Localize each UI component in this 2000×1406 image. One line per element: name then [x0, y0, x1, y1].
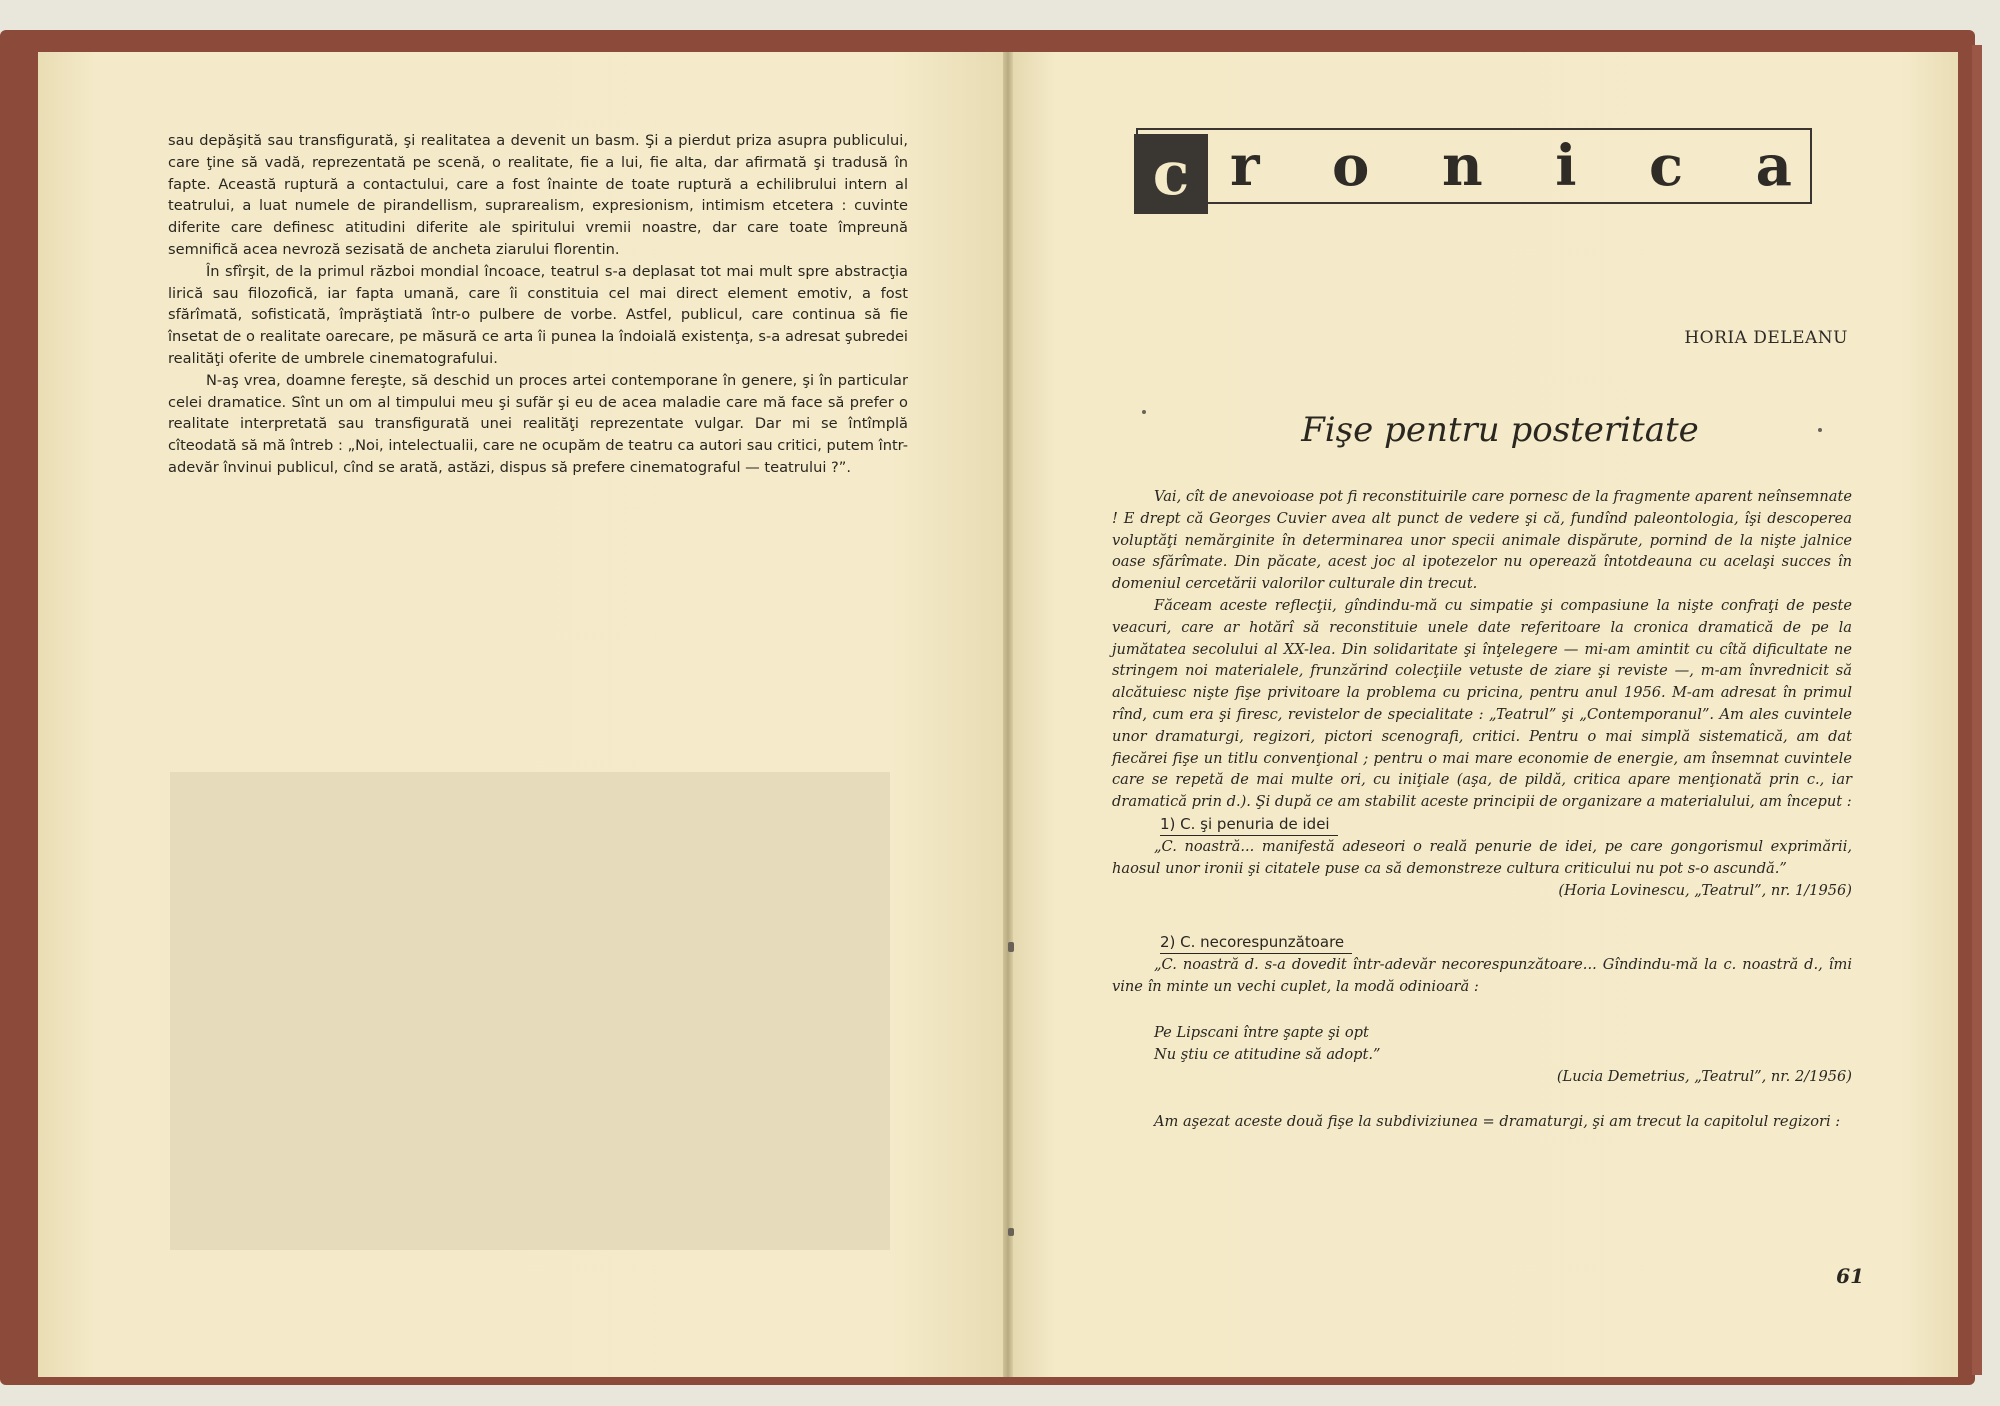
gutter-thread	[1008, 942, 1014, 952]
verse-line: Pe Lipscani între şapte şi opt	[1154, 1023, 1369, 1041]
gutter-thread	[1008, 1228, 1014, 1236]
left-paragraph: N-aş vrea, doamne fereşte, să deschid un proces artei contemporane în genere, şi în particular celei dramatice. Sînt un om al timpului meu şi sufăr şi eu de acea maladie care mă face să prefer o realitate interpretată sau transfigurată unei realităţi reprezentate vulgar. Dar mi se întîmplă cîteodată să mă întreb : „Noi, intelectualii, care ne ocupăm de teatru ca autori sau critici, putem într-adevăr învinui publicul, cînd se arată, astăzi, dispus să prefere cinematograful — teatrului ?”.	[168, 371, 908, 476]
header-letter: c	[1649, 133, 1684, 199]
header-letter: i	[1555, 133, 1577, 199]
paper-speck	[1818, 428, 1822, 432]
article-closing: Am aşezat aceste două fişe la subdiviziunea = dramaturgi, şi am trecut la capitolul regizori :	[1154, 1113, 1841, 1131]
book-gutter	[1003, 52, 1013, 1377]
left-page-text	[168, 130, 908, 479]
book-cover-edge	[1972, 45, 1982, 1375]
fisa-citation: (Horia Lovinescu, „Teatrul”, nr. 1/1956)	[1558, 881, 1852, 899]
cronica-header-first-letter: c	[1134, 134, 1208, 214]
article-title: Fişe pentru posteritate	[1301, 410, 1699, 450]
article-author: HORIA DELEANU	[1684, 328, 1848, 348]
header-letter: r	[1230, 133, 1260, 199]
faded-photo-area	[170, 772, 890, 1250]
cronica-header-letters	[1230, 128, 1810, 204]
fisa-citation: (Lucia Demetrius, „Teatrul”, nr. 2/1956)	[1556, 1067, 1852, 1085]
article-paragraph: Făceam aceste reflecţii, gîndindu-mă cu simpatie şi compasiune la nişte confraţi de peste veacuri, care ar hotărî să reconstituie unele date referitoare la cronica dramatică de pe la jumătatea secolului al XX-lea. Din solidaritate şi înţelegere — mi-am amintit cu cîtă dificultate ne stringem noi materialele, frunzărind colecţiile vetuste de ziare şi reviste —, m-am învrednicit să alcătuiesc nişte fişe privitoare la problema cu pricina, pentru anul 1956. M-am adresat în primul rînd, cum era şi firesc, revistelor de specialitate : „Teatrul” şi „Contemporanul”. Am ales cuvintele unor dramaturgi, regizori, pictori scenografi, critici. Pentru o mai simplă sistematică, am dat fiecărei fişe un titlu convenţional ; pentru o mai mare economie de energie, am însemnat cuvintele care se repetă de mai multe ori, cu iniţiale (aşa, de pildă, critica apare menţionată prin c., iar dramatică prin d.). Şi după ce am stabilit aceste principii de organizare a materialului, am început :	[1112, 596, 1852, 811]
fisa-heading: 2) C. necorespunzătoare	[1160, 931, 1352, 954]
left-paragraph: În sfîrşit, de la primul război mondial încoace, teatrul s-a deplasat tot mai mult spre abstracţia lirică sau filozofică, iar fapta umană, care îi constituia cel mai direct element emotiv, a fost sfărîmată, sofisticată, împrăştiată într-o pulbere de vorbe. Astfel, publicul, care continua să fie însetat de o realitate oarecare, pe măsură ce arta îi punea la îndoială existenţa, s-a adresat şubredei realităţi oferite de umbrele cinematografului.	[168, 262, 908, 367]
fisa-heading: 1) C. şi penuria de idei	[1160, 813, 1338, 836]
article-paragraph: Vai, cît de anevoioase pot fi reconstituirile care pornesc de la fragmente aparent neînsemnate ! E drept că Georges Cuvier avea alt punct de vedere şi că, fundînd paleontologia, îşi descoperea voluptăţi nemărginite în determinarea unor specii animale dispărute, pornind de la nişte jalnice oase sfărîmate. Din păcate, acest joc al ipotezelor nu operează întotdeauna cu acelaşi succes în domeniul cercetării valorilor culturale din trecut.	[1112, 488, 1852, 593]
fisa-quote: „C. noastră... manifestă adeseori o reală penurie de idei, pe care gongorismul exprimării, haosul unor ironii şi citatele puse ca să demonstreze cultura criticului nu pot s-o ascundă.”	[1112, 837, 1852, 877]
header-letter: a	[1755, 133, 1792, 199]
paper-speck	[1142, 410, 1146, 414]
header-letter: o	[1332, 133, 1370, 199]
verse-line: Nu ştiu ce atitudine să adopt.”	[1154, 1045, 1381, 1063]
article-body	[1112, 486, 1852, 1133]
page-number: 61	[1836, 1264, 1864, 1288]
fisa-quote: „C. noastră d. s-a dovedit într-adevăr necorespunzătoare... Gîndindu-mă la c. noastră d., îmi vine în minte un vechi cuplet, la modă odinioară :	[1112, 956, 1852, 996]
left-paragraph: sau depăşită sau transfigurată, şi realitatea a devenit un basm. Şi a pierdut priza asupra publicului, care ţine să vadă, reprezentată pe scenă, o realitate, fie a lui, fie alta, dar afirmată şi tradusă în fapte. Această ruptură a contactului, care a fost înainte de toate ruptură a echilibrului intern al teatrului, a luat numele de pirandellism, suprarealism, expresionism, intimism etcetera : cuvinte diferite care definesc atitudini diferite ale spiritului vremii noastre, dar care toate împreună semnifică acea nevroză sezisată de ancheta ziarului florentin.	[168, 132, 908, 258]
header-letter: n	[1441, 133, 1483, 199]
